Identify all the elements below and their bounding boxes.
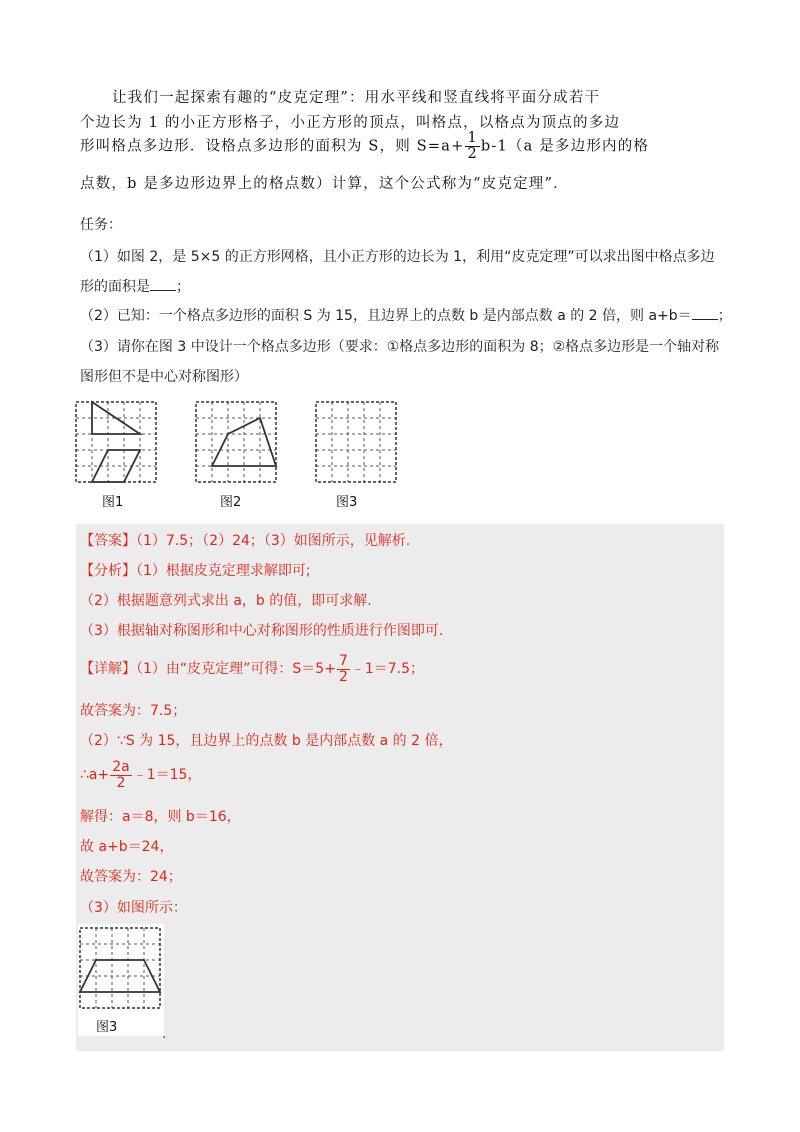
two-a-num: 2a	[112, 759, 130, 775]
answer-text: （1）7.5；（2）24；（3）如图所示，见解析.	[136, 533, 411, 549]
answer-blank-2	[692, 307, 718, 320]
task-q2-post: ；	[717, 308, 732, 324]
detail-3: （2）∵S 为 15，且边界上的点数 b 是内部点数 a 的 2 倍，	[80, 733, 453, 749]
detail-1-post: ﹣1＝7.5；	[350, 661, 425, 678]
answer-tag: 【答案】	[80, 533, 136, 549]
detail-5: 解得：a＝8，则 b＝16，	[80, 809, 241, 825]
seven-halves-den: 2	[338, 668, 348, 685]
detail-line-4	[80, 760, 201, 790]
half-fraction-den: 2	[467, 146, 478, 163]
detail-2: 故答案为：7.5；	[80, 703, 187, 719]
analysis-line-1	[80, 560, 311, 580]
seven-halves-num: 7	[338, 653, 348, 669]
task-q3-line-1: （3）请你在图 3 中设计一个格点多边形（要求：①格点多边形的面积为 8；②格点多边形是一个轴对称	[80, 339, 720, 355]
figure-1-grid	[74, 400, 160, 486]
task-q1-line-1: （1）如图 2，是 5×5 的正方形网格，且小正方形的边长为 1，利用“皮克定理”可以求出图中格点多边	[80, 249, 715, 265]
half-fraction	[465, 131, 479, 162]
two-a-den: 2	[116, 774, 126, 791]
solution-figure-caption: 图3	[96, 1020, 118, 1035]
answer-blank-1	[150, 278, 176, 291]
task-q1-line-2-pre: 形的面积是	[80, 279, 150, 295]
solution-grid	[78, 926, 164, 1012]
intro-line-1: 让我们一起探索有趣的“皮克定理”：用水平线和竖直线将平面分成若干	[112, 90, 601, 106]
detail-7: 故答案为：24；	[80, 869, 182, 885]
detail-line-1	[80, 654, 424, 684]
analysis-1: （1）根据皮克定理求解即可;	[136, 563, 311, 579]
detail-8: （3）如图所示：	[80, 900, 187, 916]
figure-3-grid	[314, 400, 400, 486]
intro-line-3-pre: 形叫格点多边形．设格点多边形的面积为 S，则 S=a+	[80, 138, 465, 155]
intro-line-3-post: b-1（a 是多边形内的格	[480, 138, 650, 155]
analysis-2: （2）根据题意列式求出 a，b 的值，即可求解.	[80, 593, 372, 609]
answer-line	[80, 530, 410, 550]
figure-2-grid	[194, 400, 280, 486]
half-fraction-num: 1	[467, 130, 478, 146]
trailing-dot: .	[162, 1026, 167, 1042]
task-q1-line-2-post: ；	[176, 279, 190, 295]
analysis-tag: 【分析】	[80, 563, 136, 579]
task-q3-line-2: 图形但不是中心对称图形）	[80, 369, 248, 385]
detail-6: 故 a+b＝24，	[80, 839, 174, 855]
task-q2	[80, 305, 732, 325]
detail-1-pre: （1）由“皮克定理”可得：S＝5+	[136, 661, 336, 678]
two-a-over-two-fraction	[110, 760, 132, 790]
intro-line-2: 个边长为 1 的小正方形格子，小正方形的顶点，叫格点，以格点为顶点的多边	[80, 115, 621, 131]
intro-line-3	[80, 131, 649, 162]
seven-halves-fraction	[337, 654, 350, 684]
figure-3-caption: 图3	[336, 495, 358, 510]
detail-4-pre: ∴a+	[80, 767, 110, 784]
intro-line-4: 点数，b 是多边形边界上的格点数）计算，这个公式称为“皮克定理”．	[80, 176, 569, 192]
figure-1-parallelogram	[92, 450, 140, 482]
task-heading: 任务：	[80, 217, 122, 233]
analysis-3: （3）根据轴对称图形和中心对称图形的性质进行作图即可.	[80, 623, 444, 639]
detail-4-post: ﹣1＝15，	[132, 767, 202, 784]
task-q2-pre: （2）已知：一个格点多边形的面积 S 为 15，且边界上的点数 b 是内部点数 a 的 2 倍，则 a+b＝	[80, 308, 692, 324]
detail-tag: 【详解】	[80, 661, 136, 678]
task-q1-line-2	[80, 276, 190, 296]
figure-1-caption: 图1	[102, 495, 124, 510]
figure-2-caption: 图2	[220, 495, 242, 510]
